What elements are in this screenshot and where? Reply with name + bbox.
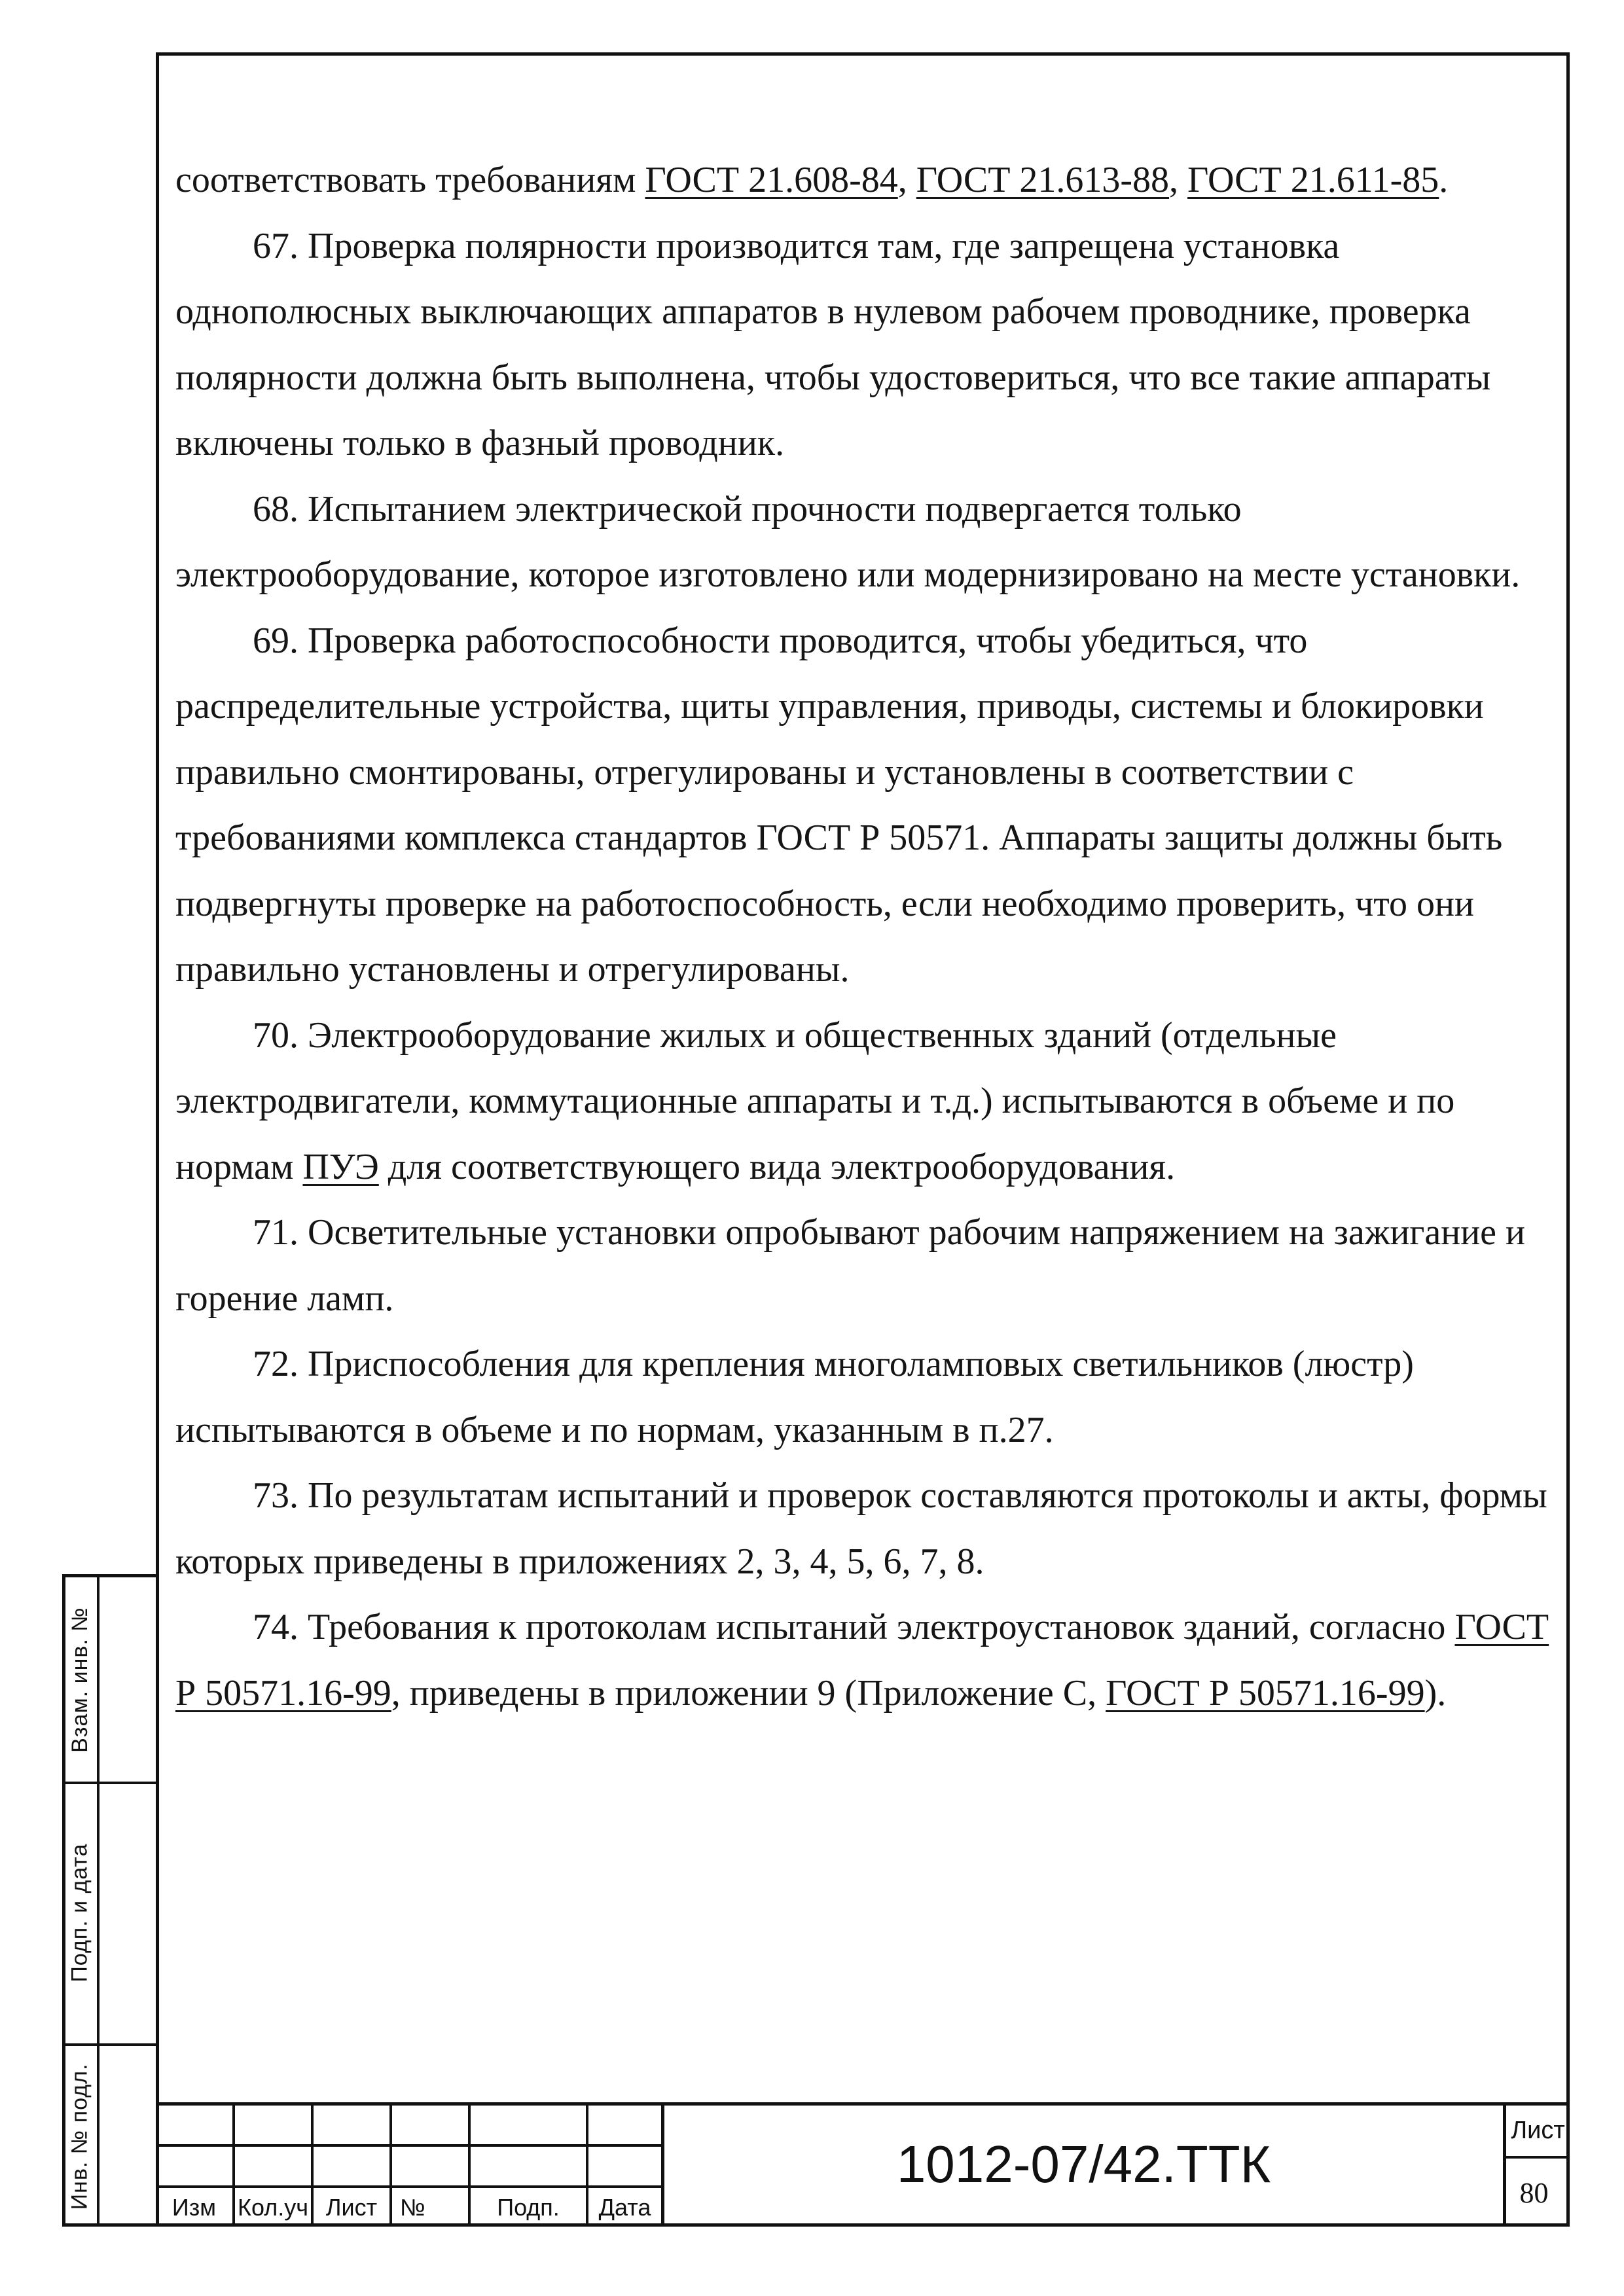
paragraph	[175, 147, 1557, 213]
paragraph	[175, 1463, 1557, 1594]
inv-podl-label: Инв. № подл.	[67, 2063, 92, 2210]
paragraph-text: ).	[1424, 1672, 1447, 1713]
title-block	[156, 2102, 1570, 2227]
paragraph-text: .	[1439, 160, 1449, 200]
paragraph-text: 71. Осветительные установки опробывают рабочим напряжением на зажигание и горение ламп.	[175, 1212, 1526, 1319]
paragraph-text: 70. Электрооборудование жилых и общественных зданий (отдельные электродвигатели, коммутационные аппараты и т.д.) испытываются в объеме и по нормам	[175, 1014, 1455, 1187]
paragraph	[175, 1331, 1557, 1463]
paragraph-text: 73. По результатам испытаний и проверок составляются протоколы и акты, формы которых приведены в приложениях 2, 3, 4, 5, 6, 7, 8.	[175, 1475, 1547, 1582]
sheet-number: 80	[1519, 2176, 1549, 2209]
paragraph-text: 69. Проверка работоспособности проводится, чтобы убедиться, что распределительные устройства, щиты управления, приводы, системы и блокировки правильно смонтированы, отрегулированы и установлены в соответствии с требованиями комплекса стандартов ГОСТ Р 50571. Аппараты защиты должны быть подвергнуты проверке на работоспособность, если необходимо проверить, что они правильно установлены и отрегулированы.	[175, 620, 1503, 990]
paragraph	[175, 476, 1557, 608]
sheet-label: Лист	[1511, 2117, 1565, 2144]
paragraph	[175, 213, 1557, 476]
stamp-list: Лист	[325, 2193, 378, 2221]
standard-link[interactable]: ГОСТ 21.608-84	[645, 160, 898, 200]
stamp-kol-uch: Кол.уч	[238, 2193, 308, 2221]
paragraph-text: 68. Испытанием электрической прочности подвергается только электрооборудование, которое изготовлено или модернизировано на месте установки.	[175, 488, 1521, 595]
paragraph-text: ,	[1169, 160, 1188, 200]
standard-link[interactable]: ГОСТ Р 50571.16-99	[1106, 1672, 1425, 1713]
paragraph-text: для соответствующего вида электрооборудования.	[378, 1146, 1176, 1187]
zam-inv-label: Взам. инв. №	[67, 1606, 92, 1753]
paragraph-text: 67. Проверка полярности производится там, где запрещена установка однополюсных выключающих аппаратов в нулевом рабочем проводнике, проверка полярности должна быть выполнена, чтобы удостовериться, что все такие аппараты включены только в фазный проводник.	[175, 225, 1491, 463]
stamp-number: №	[400, 2193, 425, 2221]
paragraph-text: ,	[897, 160, 916, 200]
paragraph-text: 72. Приспособления для крепления многоламповых светильников (люстр) испытываются в объеме и по нормам, указанным в п.27.	[175, 1344, 1414, 1450]
paragraph-text: соответствовать требованиям	[175, 160, 645, 200]
paragraph	[175, 1003, 1557, 1200]
document-number: 1012-07/42.ТТК	[896, 2135, 1271, 2193]
standard-link[interactable]: ГОСТ Р 50571.16-99	[175, 1607, 1549, 1713]
stamp-podp: Подп.	[497, 2193, 560, 2221]
paragraph	[175, 608, 1557, 1003]
standard-link[interactable]: ГОСТ 21.611-85	[1187, 160, 1439, 200]
standard-link[interactable]: ПУЭ	[302, 1146, 379, 1187]
standard-link[interactable]: ГОСТ 21.613-88	[916, 160, 1170, 200]
podp-data-label: Подп. и дата	[67, 1842, 92, 1982]
paragraph-text: , приведены в приложении 9 (Приложение С,	[391, 1672, 1106, 1713]
left-margin-stamp	[62, 1574, 156, 2227]
document-body	[175, 147, 1557, 1726]
paragraph	[175, 1200, 1557, 1331]
stamp-izm: Изм	[171, 2193, 217, 2221]
stamp-data: Дата	[598, 2193, 651, 2221]
paragraph-text: 74. Требования к протоколам испытаний электроустановок зданий, согласно	[253, 1607, 1455, 1647]
paragraph	[175, 1594, 1557, 1726]
